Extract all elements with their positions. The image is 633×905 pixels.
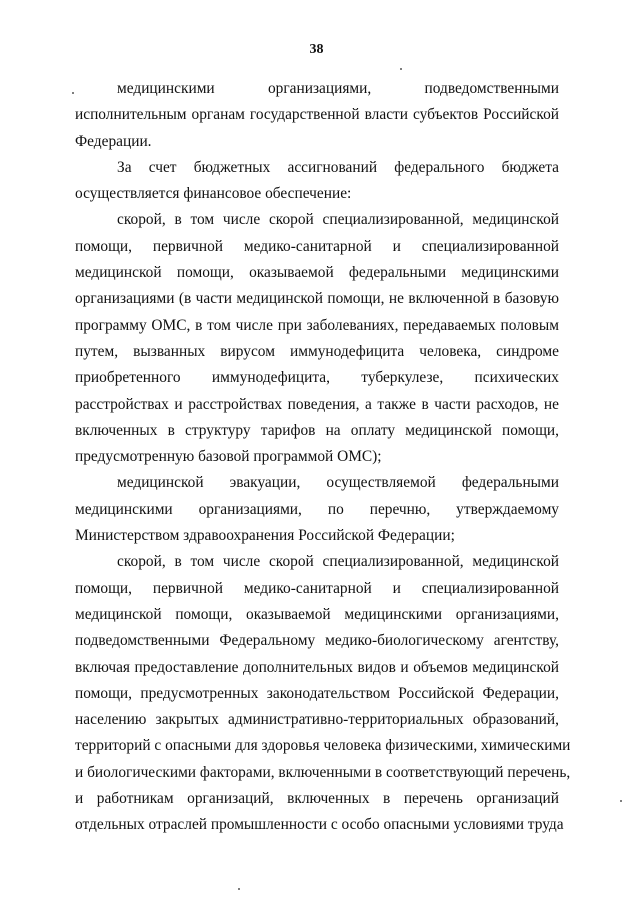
text-line: населению закрытых административно-территориальных образований, <box>75 711 559 729</box>
text-line: отдельных отраслей промышленности с особо опасными условиями труда <box>75 816 564 834</box>
text-line: и биологическими факторами, включенными в соответствующий перечень, <box>75 763 571 781</box>
paragraph <box>75 155 559 208</box>
paragraph <box>75 470 559 549</box>
scan-speck <box>238 888 240 890</box>
paragraph <box>75 549 571 838</box>
text-line: путем, вызванных вирусом иммунодефицита человека, синдроме <box>75 342 559 360</box>
text-line: подведомственными Федеральному медико-биологическому агентству, <box>75 632 559 650</box>
text-line: За счет бюджетных ассигнований федерального бюджета <box>117 158 559 176</box>
text-line: программу ОМС, в том числе при заболеваниях, передаваемых половым <box>75 316 559 334</box>
text-line: Министерством здравоохранения Российской Федерации; <box>75 527 455 545</box>
text-line: медицинской эвакуации, осуществляемой федеральными <box>117 474 559 492</box>
text-line: скорой, в том числе скорой специализированной, медицинской <box>117 211 559 229</box>
text-line: включенных в структуру тарифов на оплату медицинской помощи, <box>75 421 559 439</box>
text-line: предусмотренную базовой программой ОМС); <box>75 448 382 466</box>
text-line: медицинской помощи, оказываемой медицинскими организациями, <box>75 605 559 623</box>
scan-speck <box>72 92 74 94</box>
paragraph <box>75 76 559 155</box>
document-body <box>75 76 571 839</box>
text-line: помощи, первичной медико-санитарной и специализированной <box>75 579 559 597</box>
text-line: территорий с опасными для здоровья человека физическими, химическими <box>75 737 571 755</box>
text-line: и работникам организаций, включенных в перечень организаций <box>75 790 559 808</box>
text-line: расстройствах и расстройствах поведения, а также в части расходов, не <box>75 395 559 413</box>
page-number: 38 <box>309 42 324 57</box>
text-line: исполнительным органам государственной власти субъектов Российской <box>75 106 559 124</box>
text-line: помощи, предусмотренных законодательством Российской Федерации, <box>75 684 559 702</box>
scan-speck <box>400 68 402 70</box>
text-line: Федерации. <box>75 132 152 150</box>
scan-speck <box>620 800 622 802</box>
text-line: осуществляется финансовое обеспечение: <box>75 185 352 203</box>
text-line: медицинскими организациями, по перечню, утверждаемому <box>75 500 559 518</box>
text-line: медицинской помощи, оказываемой федеральными медицинскими <box>75 264 559 282</box>
text-line: медицинскими организациями, подведомственными <box>117 80 559 97</box>
text-line: организациями (в части медицинской помощи, не включенной в базовую <box>75 290 559 308</box>
paragraph <box>75 207 559 470</box>
text-line: помощи, первичной медико-санитарной и специализированной <box>75 237 559 255</box>
text-line: скорой, в том числе скорой специализированной, медицинской <box>117 553 559 571</box>
text-line: включая предоставление дополнительных видов и объемов медицинской <box>75 658 559 676</box>
text-line: приобретенного иммунодефицита, туберкулезе, психических <box>75 369 559 387</box>
